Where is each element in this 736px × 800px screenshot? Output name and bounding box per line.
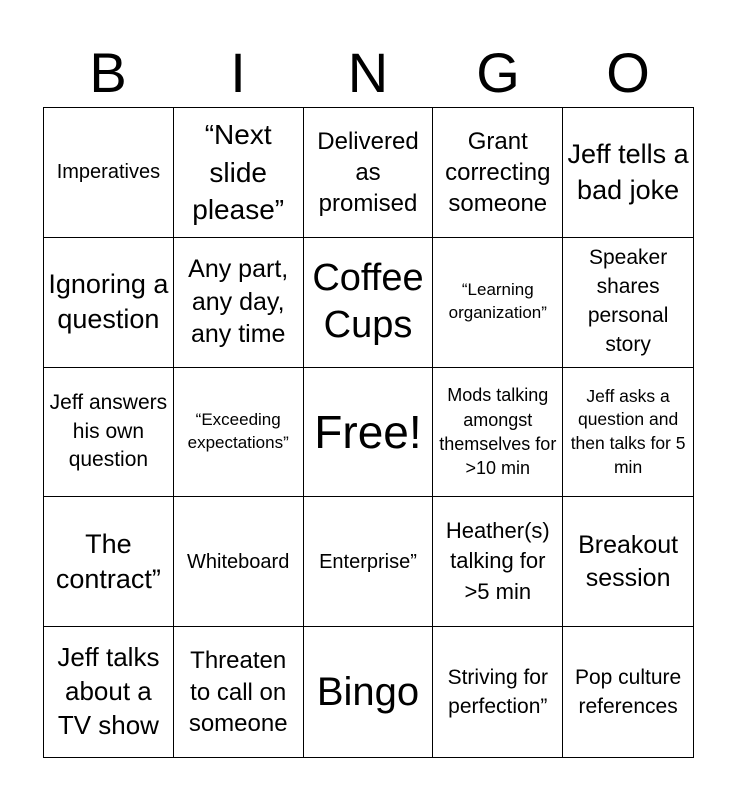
bingo-cell[interactable] — [563, 627, 693, 757]
cell-text: Breakout session — [578, 531, 679, 592]
bingo-cell[interactable] — [563, 497, 693, 627]
bingo-cell[interactable] — [433, 627, 563, 757]
bingo-card — [43, 107, 694, 758]
bingo-cell[interactable] — [174, 497, 304, 627]
header-letter-b: B — [89, 41, 127, 104]
header-letter-o: O — [606, 41, 650, 104]
cell-text: Jeff talks about a TV show — [57, 642, 160, 740]
bingo-cell[interactable] — [304, 238, 434, 368]
bingo-header — [43, 40, 693, 106]
cell-text: Any part, any day, any time — [188, 255, 289, 349]
bingo-cell[interactable] — [174, 627, 304, 757]
cell-text: Striving for perfection” — [447, 665, 548, 719]
cell-text: “Next slide please” — [192, 118, 285, 226]
cell-text: Pop culture references — [574, 665, 682, 719]
bingo-cell[interactable] — [44, 368, 174, 498]
bingo-cell[interactable] — [304, 627, 434, 757]
bingo-cell[interactable] — [44, 497, 174, 627]
cell-text: “Exceeding expectations” — [187, 410, 289, 452]
cell-text: Grant correcting someone — [445, 127, 551, 217]
cell-text: Imperatives — [56, 161, 161, 184]
bingo-cell[interactable] — [563, 368, 693, 498]
cell-text: Ignoring a question — [48, 269, 169, 335]
cell-text: Jeff tells a bad joke — [567, 138, 689, 206]
bingo-cell[interactable] — [433, 238, 563, 368]
header-letter-i: I — [230, 41, 246, 104]
cell-text: Threaten to call on someone — [188, 647, 288, 737]
cell-text: “Learning organization” — [448, 280, 547, 323]
cell-text: Jeff asks a question and then talks for 5 min — [570, 385, 686, 477]
bingo-cell[interactable] — [304, 108, 434, 238]
bingo-cell[interactable] — [44, 108, 174, 238]
bingo-cell[interactable] — [433, 368, 563, 498]
bingo-cell[interactable] — [44, 238, 174, 368]
cell-text: Enterprise” — [319, 550, 417, 573]
cell-text: The contract” — [55, 528, 161, 594]
bingo-cell[interactable] — [174, 108, 304, 238]
cell-text: Coffee Cups — [312, 256, 424, 347]
bingo-cell[interactable] — [44, 627, 174, 757]
cell-text: Heather(s) talking for >5 min — [445, 517, 550, 605]
bingo-cell[interactable] — [563, 108, 693, 238]
cell-text: Speaker shares personal story — [587, 246, 669, 357]
bingo-cell[interactable] — [433, 108, 563, 238]
header-letter-n: N — [347, 41, 389, 104]
cell-text: Mods talking amongst themselves for >10 min — [439, 385, 557, 479]
bingo-cell[interactable] — [563, 238, 693, 368]
cell-text: Free! — [314, 405, 422, 458]
cell-text: Delivered as promised — [317, 127, 419, 217]
bingo-cell[interactable] — [304, 368, 434, 498]
bingo-cell[interactable] — [304, 497, 434, 627]
bingo-cell[interactable] — [174, 368, 304, 498]
cell-text: Jeff answers his own question — [49, 390, 168, 472]
cell-text: Bingo — [316, 670, 420, 715]
cell-text: Whiteboard — [187, 550, 290, 573]
bingo-cell[interactable] — [174, 238, 304, 368]
bingo-cell[interactable] — [433, 497, 563, 627]
header-letter-g: G — [476, 41, 520, 104]
